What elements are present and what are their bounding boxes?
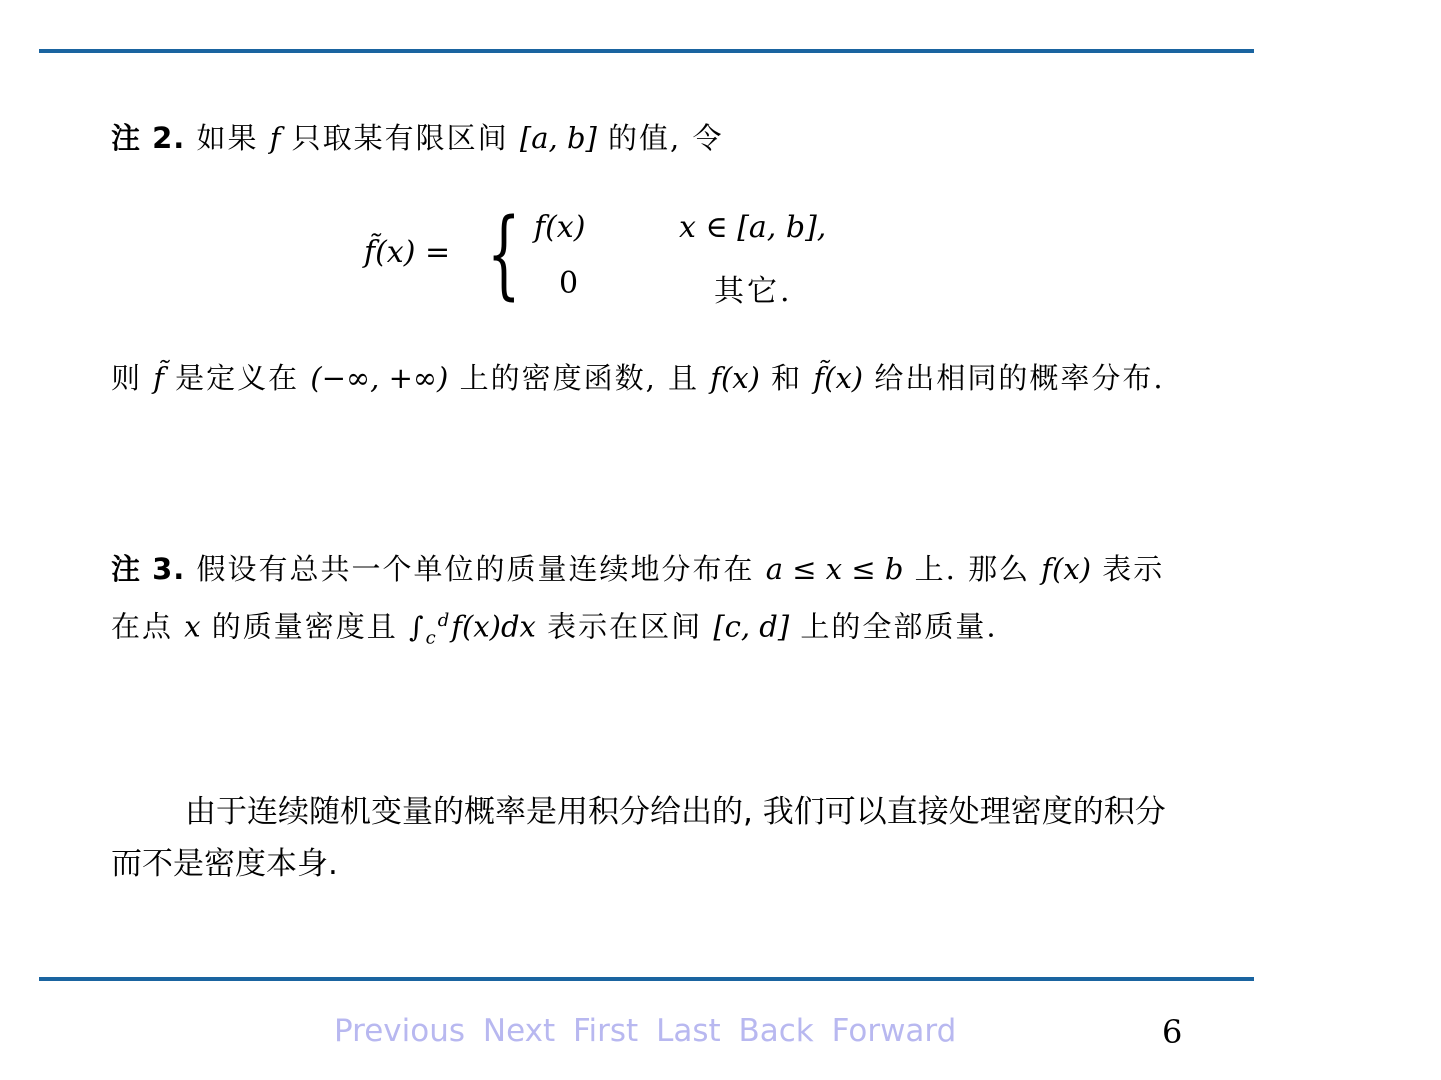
note-3-text: 上的全部质量. [789,609,998,644]
nav-previous-link[interactable]: Previous [334,1013,466,1049]
math-interval: [c, d] [713,609,790,644]
header-rule [39,49,1254,53]
case-1-value: f(x) [534,210,586,245]
note-3-text: 表示在区间 [535,609,714,644]
nav-back-link[interactable]: Back [738,1013,814,1049]
note-2b-text: 和 [759,361,814,395]
math-x: x [184,609,201,644]
note-3-text: 表示在点 [111,552,1165,644]
piecewise-formula [364,200,844,315]
formula-lhs: f̃(x) = [364,235,451,270]
note-2-text: 的值, 令 [596,121,724,155]
note-3-text: 假设有总共一个单位的质量连续地分布在 [185,552,766,586]
integral-sign: ∫ [409,610,426,644]
note-2b-text: 上的密度函数, 且 [448,361,711,395]
math-range: a ≤ x ≤ b [765,552,904,586]
note-2 [111,112,1186,164]
nav-first-link[interactable]: First [572,1013,639,1049]
footer-rule [39,977,1254,981]
nav-last-link[interactable]: Last [656,1013,721,1049]
note-2-text: 只取某有限区间 [280,121,520,155]
note-2b-text: 则 [111,361,154,395]
note-3 [111,543,1186,664]
math-interval: [a, b] [519,121,597,155]
left-brace: { [487,198,521,310]
note-2-text: 如果 [185,121,270,155]
integral-upper: d [437,610,452,631]
note-2-continuation [111,352,1186,404]
math-f: f [269,121,281,155]
slide-nav [334,1013,964,1049]
case-1-condition: x ∈ [a, b], [679,210,827,245]
math-f-tilde: f̃ [153,361,164,395]
page-number: 6 [1162,1013,1183,1051]
case-2-condition: 其它. [714,274,793,309]
integral-lower: c [425,627,438,649]
nav-forward-link[interactable]: Forward [831,1013,957,1049]
nav-next-link[interactable]: Next [482,1013,556,1049]
note-3-text: 的质量密度且 [200,609,410,644]
closing-paragraph: 由于连续随机变量的概率是用积分给出的, 我们可以直接处理密度的积分而不是密度本身. [111,794,1166,882]
integrand: f(x)dx [451,609,536,644]
math-ftilde-x: f̃(x) [813,361,864,395]
case-2-value: 0 [559,266,579,301]
note-2b-text: 给出相同的概率分布. [863,361,1165,395]
note-2-label: 注 2. [111,121,186,155]
note-3-text: 上. 那么 [903,552,1042,586]
math-fx: f(x) [710,361,760,395]
note-3-label: 注 3. [111,552,186,586]
math-fx: f(x) [1041,552,1092,586]
note-2b-text: 是定义在 [163,361,311,395]
math-domain: (−∞, +∞) [310,361,449,395]
